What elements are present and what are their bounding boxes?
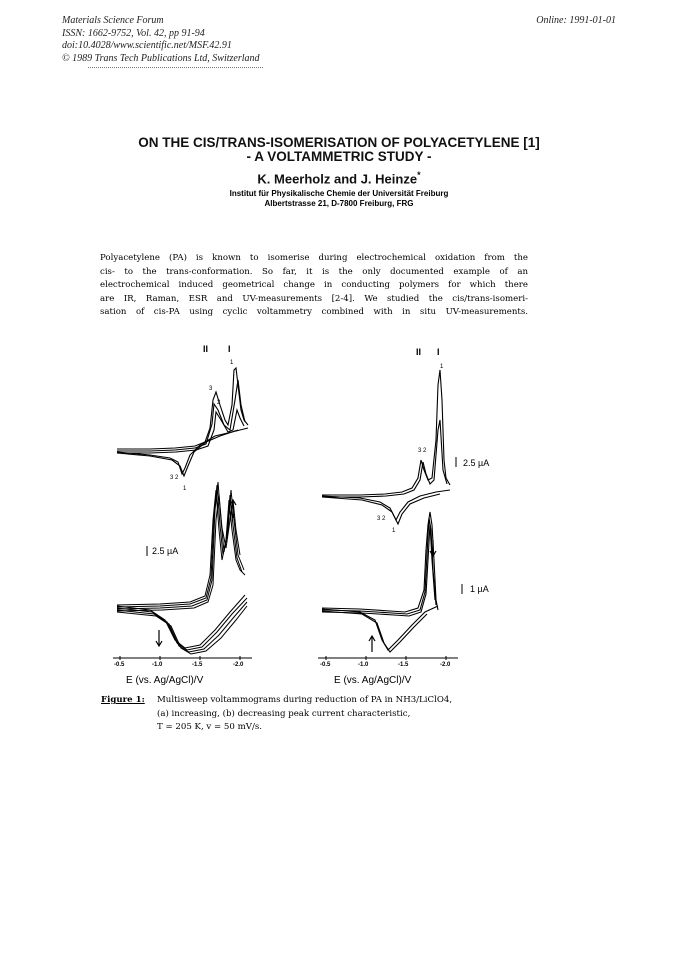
author-names: K. Meerholz and J. Heinze <box>257 171 418 187</box>
cv-curve-upper <box>117 410 244 453</box>
copyright-line: © 1989 Trans Tech Publications Ltd, Switzerland <box>62 52 260 64</box>
author-footnote-mark: * <box>417 170 421 180</box>
cv-curve-upper <box>322 420 447 497</box>
peak-label-II: II <box>416 347 422 357</box>
online-date: Online: 1991-01-01 <box>536 15 616 26</box>
caption-line: (a) increasing, (b) decreasing peak current characteristic, <box>157 708 411 719</box>
caption-label: Figure 1: <box>101 695 145 705</box>
multisweep-return <box>117 602 247 652</box>
multisweep-curve <box>117 482 244 609</box>
scale-label-a: 2.5 µA <box>152 546 179 556</box>
cycle-label: 1 <box>230 360 234 366</box>
paper-title-line-2: - A VOLTAMMETRIC STUDY - <box>246 149 432 164</box>
scale-label-b-bottom: 1 µA <box>470 584 489 594</box>
cycle-label: 3 <box>209 386 213 392</box>
abstract-line: are IR, Raman, ESR and UV-measurements [2-4]. We studied the cis/trans-isomeri- <box>100 293 528 304</box>
single-sweep-curve <box>322 518 436 614</box>
tick-label: -1.0 <box>358 662 369 668</box>
doi-line: doi:10.4028/www.scientific.net/MSF.42.91 <box>62 40 232 51</box>
abstract-line: cis- to the trans-conformation. So far, it is the only documented example of an <box>100 266 528 277</box>
caption-line: T = 205 K, v = 50 mV/s. <box>157 722 262 733</box>
journal-name: Materials Science Forum <box>62 15 164 26</box>
cycle-label: 1 <box>183 486 187 492</box>
peak-label-I: I <box>228 344 231 354</box>
tick-label: -1.0 <box>152 662 163 668</box>
affiliation-line-1: Institut für Physikalische Chemie der Universität Freiburg <box>229 189 449 198</box>
abstract-line: sation of cis-PA using cyclic voltammetry combined with in situ UV-measurements. <box>100 307 528 318</box>
single-sweep-curve <box>322 512 438 612</box>
x-axis-a <box>113 656 252 660</box>
paper-title-line-1: ON THE CIS/TRANS-ISOMERISATION OF POLYACETYLENE [1] <box>138 135 540 150</box>
single-sweep-curve <box>322 524 435 616</box>
single-sweep-return <box>322 611 427 652</box>
x-axis-label-a: E (vs. Ag/AgCl)/V <box>126 675 204 686</box>
cycle-label: 3 2 <box>170 475 179 481</box>
arrow-up-icon <box>369 636 375 652</box>
multisweep-return <box>117 598 247 650</box>
caption-line: Multisweep voltammograms during reduction of PA in NH3/LiClO4, <box>157 695 453 705</box>
issn-line: ISSN: 1662-9752, Vol. 42, pp 91-94 <box>62 27 205 39</box>
cv-curve-upper <box>117 368 248 449</box>
panel-b <box>318 347 489 686</box>
x-axis-b <box>318 656 458 660</box>
arrow-down-icon <box>156 630 162 646</box>
cycle-label: 3 2 <box>377 516 386 522</box>
cycle-label: 3 2 <box>418 448 427 454</box>
tick-label: -0.5 <box>320 662 331 668</box>
peak-label-I: I <box>437 347 440 357</box>
tick-label: -1.5 <box>192 662 203 668</box>
tick-label: -1.5 <box>398 662 409 668</box>
figure-caption <box>101 694 145 708</box>
cycle-label: 1 <box>392 528 396 534</box>
abstract-line: electrochemical induced geometrical change in conducting polymers for which there <box>100 280 528 291</box>
scale-label-b-top: 2.5 µA <box>463 458 490 468</box>
x-axis-label-b: E (vs. Ag/AgCl)/V <box>334 675 412 686</box>
affiliation-line-2: Albertstrasse 21, D-7800 Freiburg, FRG <box>264 199 414 208</box>
tick-label: -0.5 <box>114 662 125 668</box>
cycle-label: 1 <box>440 364 444 370</box>
tick-label: -2.0 <box>233 662 244 668</box>
panel-a <box>113 344 252 686</box>
abstract-line: Polyacetylene (PA) is known to isomerise during electrochemical oxidation from the <box>100 253 528 263</box>
peak-label-II: II <box>203 344 209 354</box>
tick-label: -2.0 <box>440 662 451 668</box>
caption-text <box>157 694 452 735</box>
cv-curve-upper <box>322 370 450 495</box>
cycle-label: 2 <box>217 400 221 406</box>
cv-curve-upper <box>117 380 245 451</box>
